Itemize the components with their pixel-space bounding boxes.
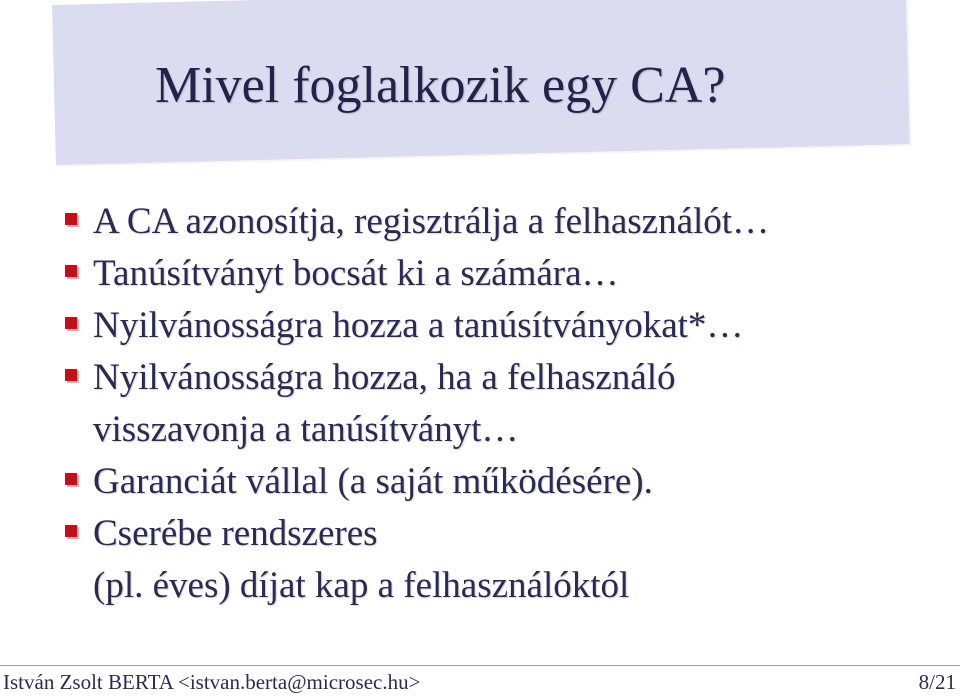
bullet-list — [60, 196, 940, 612]
bullet-square-icon — [65, 213, 77, 225]
bullet-square-icon — [65, 473, 77, 485]
bullet-text: A CA azonosítja, regisztrálja a felhasználót… — [93, 201, 770, 242]
bullet-text: Tanúsítványt bocsát ki a számára… — [93, 253, 619, 294]
slide-title: Mivel foglalkozik egy CA? — [155, 57, 726, 114]
bullet-item — [60, 196, 940, 248]
bullet-item — [60, 508, 940, 612]
bullet-text-line-1: Cserébe rendszeres — [93, 513, 378, 554]
bullet-item — [60, 248, 940, 300]
bullet-text-line-1: Nyilvánosságra hozza, ha a felhasználó — [93, 357, 676, 398]
bullet-text-line-2: (pl. éves) díjat kap a felhasználóktól — [93, 565, 630, 606]
footer — [0, 665, 960, 698]
bullet-square-icon — [65, 265, 77, 277]
page-number: 8/21 — [918, 670, 956, 694]
bullet-item — [60, 456, 940, 508]
bullet-square-icon — [65, 369, 77, 381]
bullet-text: Garanciát vállal (a saját működésére). — [93, 461, 653, 502]
bullet-item — [60, 300, 940, 352]
bullet-text: Nyilvánosságra hozza a tanúsítványokat*… — [93, 305, 744, 346]
footer-author: István Zsolt BERTA <istvan.berta@microsec.hu> — [3, 670, 421, 694]
bullet-item — [60, 352, 940, 456]
bullet-text-line-2: visszavonja a tanúsítványt… — [93, 409, 519, 450]
bullet-square-icon — [65, 317, 77, 329]
bullet-square-icon — [65, 525, 77, 537]
